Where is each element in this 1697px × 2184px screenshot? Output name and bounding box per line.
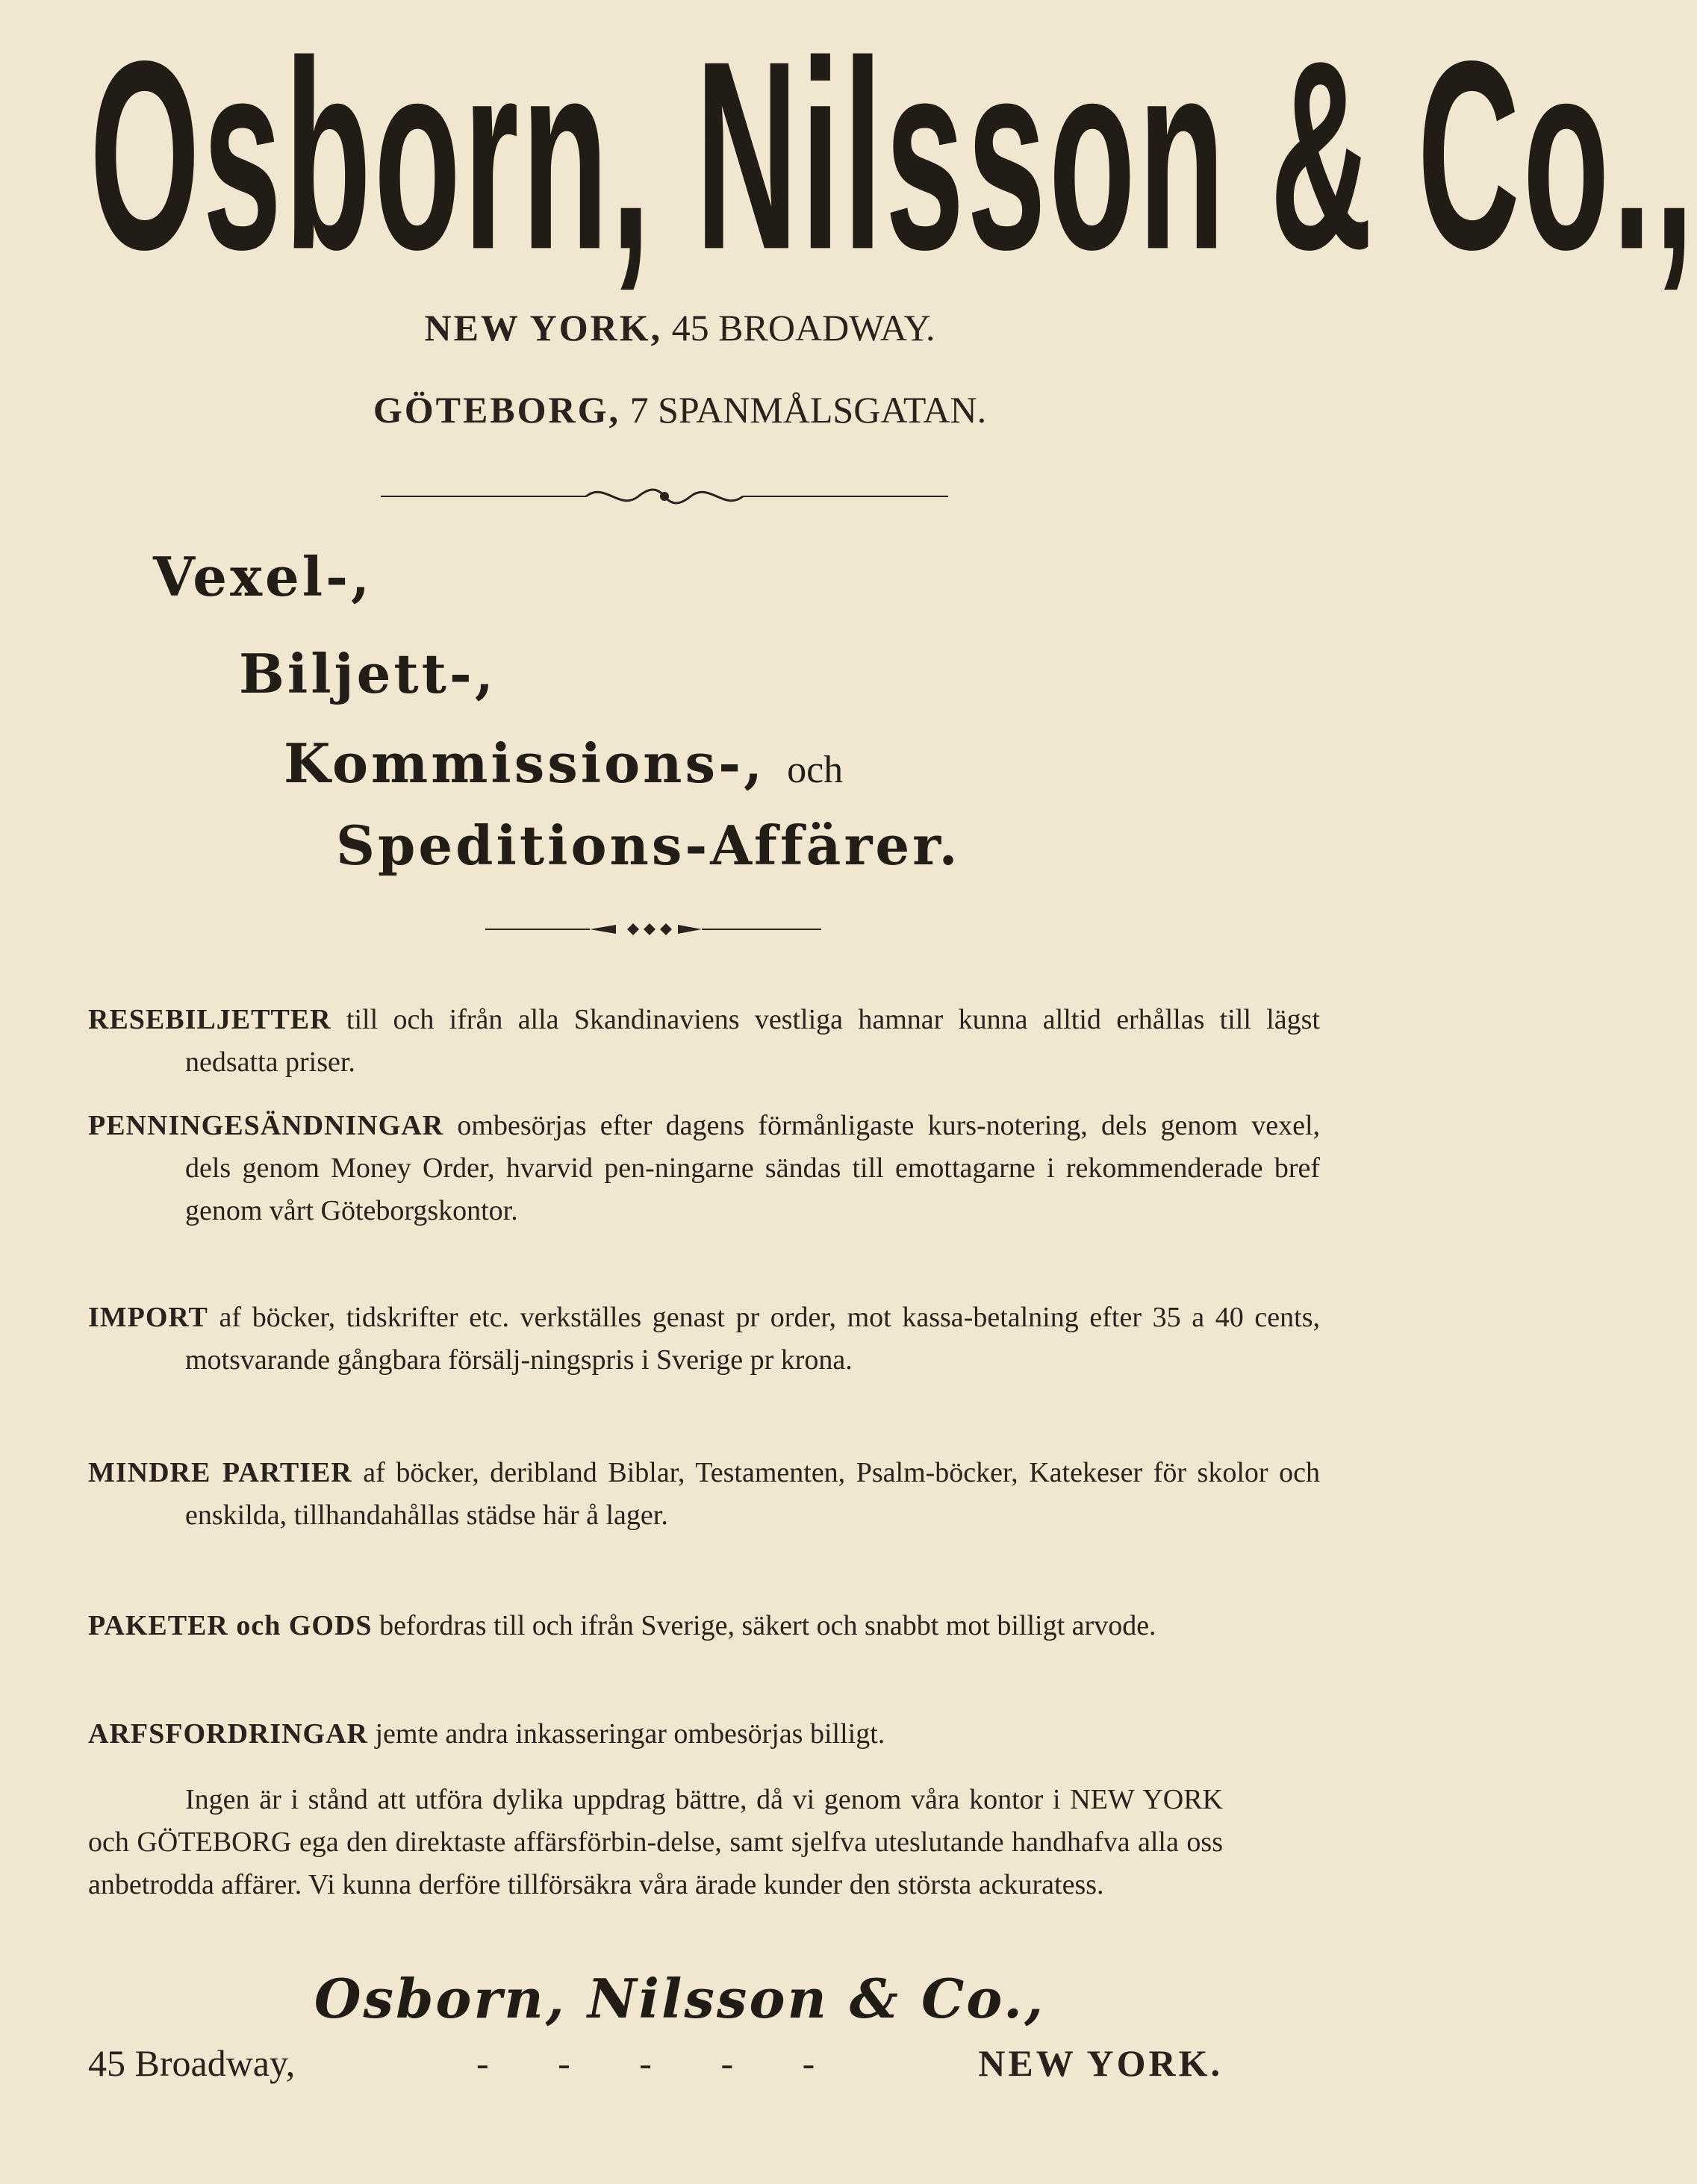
paragraph-text: ombesörjas efter dagens förmånligaste kurs-notering, dels genom vexel, dels genom Money Order, hvarvid pen-ningarne sändas till emottagarne i rekommenderade bref genom vårt Göteborgskontor.	[185, 1110, 1320, 1226]
new-york-city: NEW YORK,	[424, 307, 663, 349]
signature: Osborn, Nilsson & Co.,	[314, 1967, 1046, 2030]
paragraph-lead: RESEBILJETTER	[88, 1004, 331, 1035]
paragraph-lead: IMPORT	[88, 1302, 208, 1333]
paragraph-import	[88, 1297, 1320, 1382]
goteborg-address	[0, 388, 1360, 431]
footer-dashes: - - - - -	[476, 2042, 845, 2084]
goteborg-city: GÖTEBORG,	[373, 389, 621, 431]
paragraph-text: jemte andra inkasseringar ombesörjas billigt.	[368, 1718, 885, 1750]
closing-paragraph: Ingen är i stånd att utföra dylika uppdrag bättre, då vi genom våra kontor i NEW YORK och GÖTEBORG ega den direktaste affärsförbin-delse, samt sjelfva uteslutande handhafva alla oss anbetrodda affärer. Vi kunna derföre tillförsäkra våra ärade kunder den största ackuratess.	[88, 1784, 1223, 1900]
paragraph-lead: PAKETER och GODS	[88, 1610, 373, 1641]
service-kommissions-text: Kommissions-,	[284, 731, 766, 795]
service-vexel	[153, 545, 373, 608]
paragraph-text: befordras till och ifrån Sverige, säkert och snabbt mot billigt arvode.	[372, 1610, 1156, 1641]
firm-name-text: Osborn, Nilsson & Co.,	[90, 6, 1697, 306]
goteborg-street: 7 SPANMÅLSGATAN.	[629, 389, 987, 431]
paragraph-lead: ARFSFORDRINGAR	[88, 1718, 368, 1750]
paragraph-arfsfordringar	[88, 1713, 1320, 1756]
paragraph-paketer	[88, 1605, 1320, 1647]
footer-street: 45 Broadway,	[88, 2042, 296, 2084]
paragraph-resebiljetter	[88, 999, 1320, 1084]
firm-name-heading	[90, 6, 1697, 306]
service-biljett-text: Biljett-,	[239, 642, 496, 705]
paragraph-lead: MINDRE PARTIER	[88, 1457, 352, 1488]
new-york-address	[0, 306, 1360, 349]
paragraph-lead: PENNINGESÄNDNINGAR	[88, 1110, 444, 1141]
diamond-divider-icon	[485, 918, 821, 940]
paragraph-penningesandningar	[88, 1105, 1320, 1232]
service-kommissions	[284, 731, 843, 795]
paragraph-text: till och ifrån alla Skandinaviens vestliga hamnar kunna alltid erhållas till lägst nedsatta priser.	[185, 1004, 1320, 1078]
service-biljett	[239, 642, 496, 705]
new-york-street: 45 BROADWAY.	[671, 307, 935, 349]
service-vexel-text: Vexel-,	[153, 545, 373, 608]
paragraph-mindre-partier	[88, 1452, 1320, 1537]
flourish-divider-icon	[381, 481, 948, 511]
service-speditions-text: Speditions-Affärer.	[336, 814, 961, 877]
paragraph-text: af böcker, deribland Biblar, Testamenten, Psalm-böcker, Katekeser för skolor och enskilda, tillhandahållas städse här å lager.	[185, 1457, 1320, 1531]
footer-city: NEW YORK.	[978, 2042, 1223, 2084]
service-och-text: och	[787, 749, 844, 791]
paragraph-text: af böcker, tidskrifter etc. verkställes genast pr order, mot kassa-betalning efter 35 a 40 cents, motsvarande gångbara försälj-ningspris i Sverige pr krona.	[185, 1302, 1320, 1376]
service-speditions	[336, 814, 961, 877]
